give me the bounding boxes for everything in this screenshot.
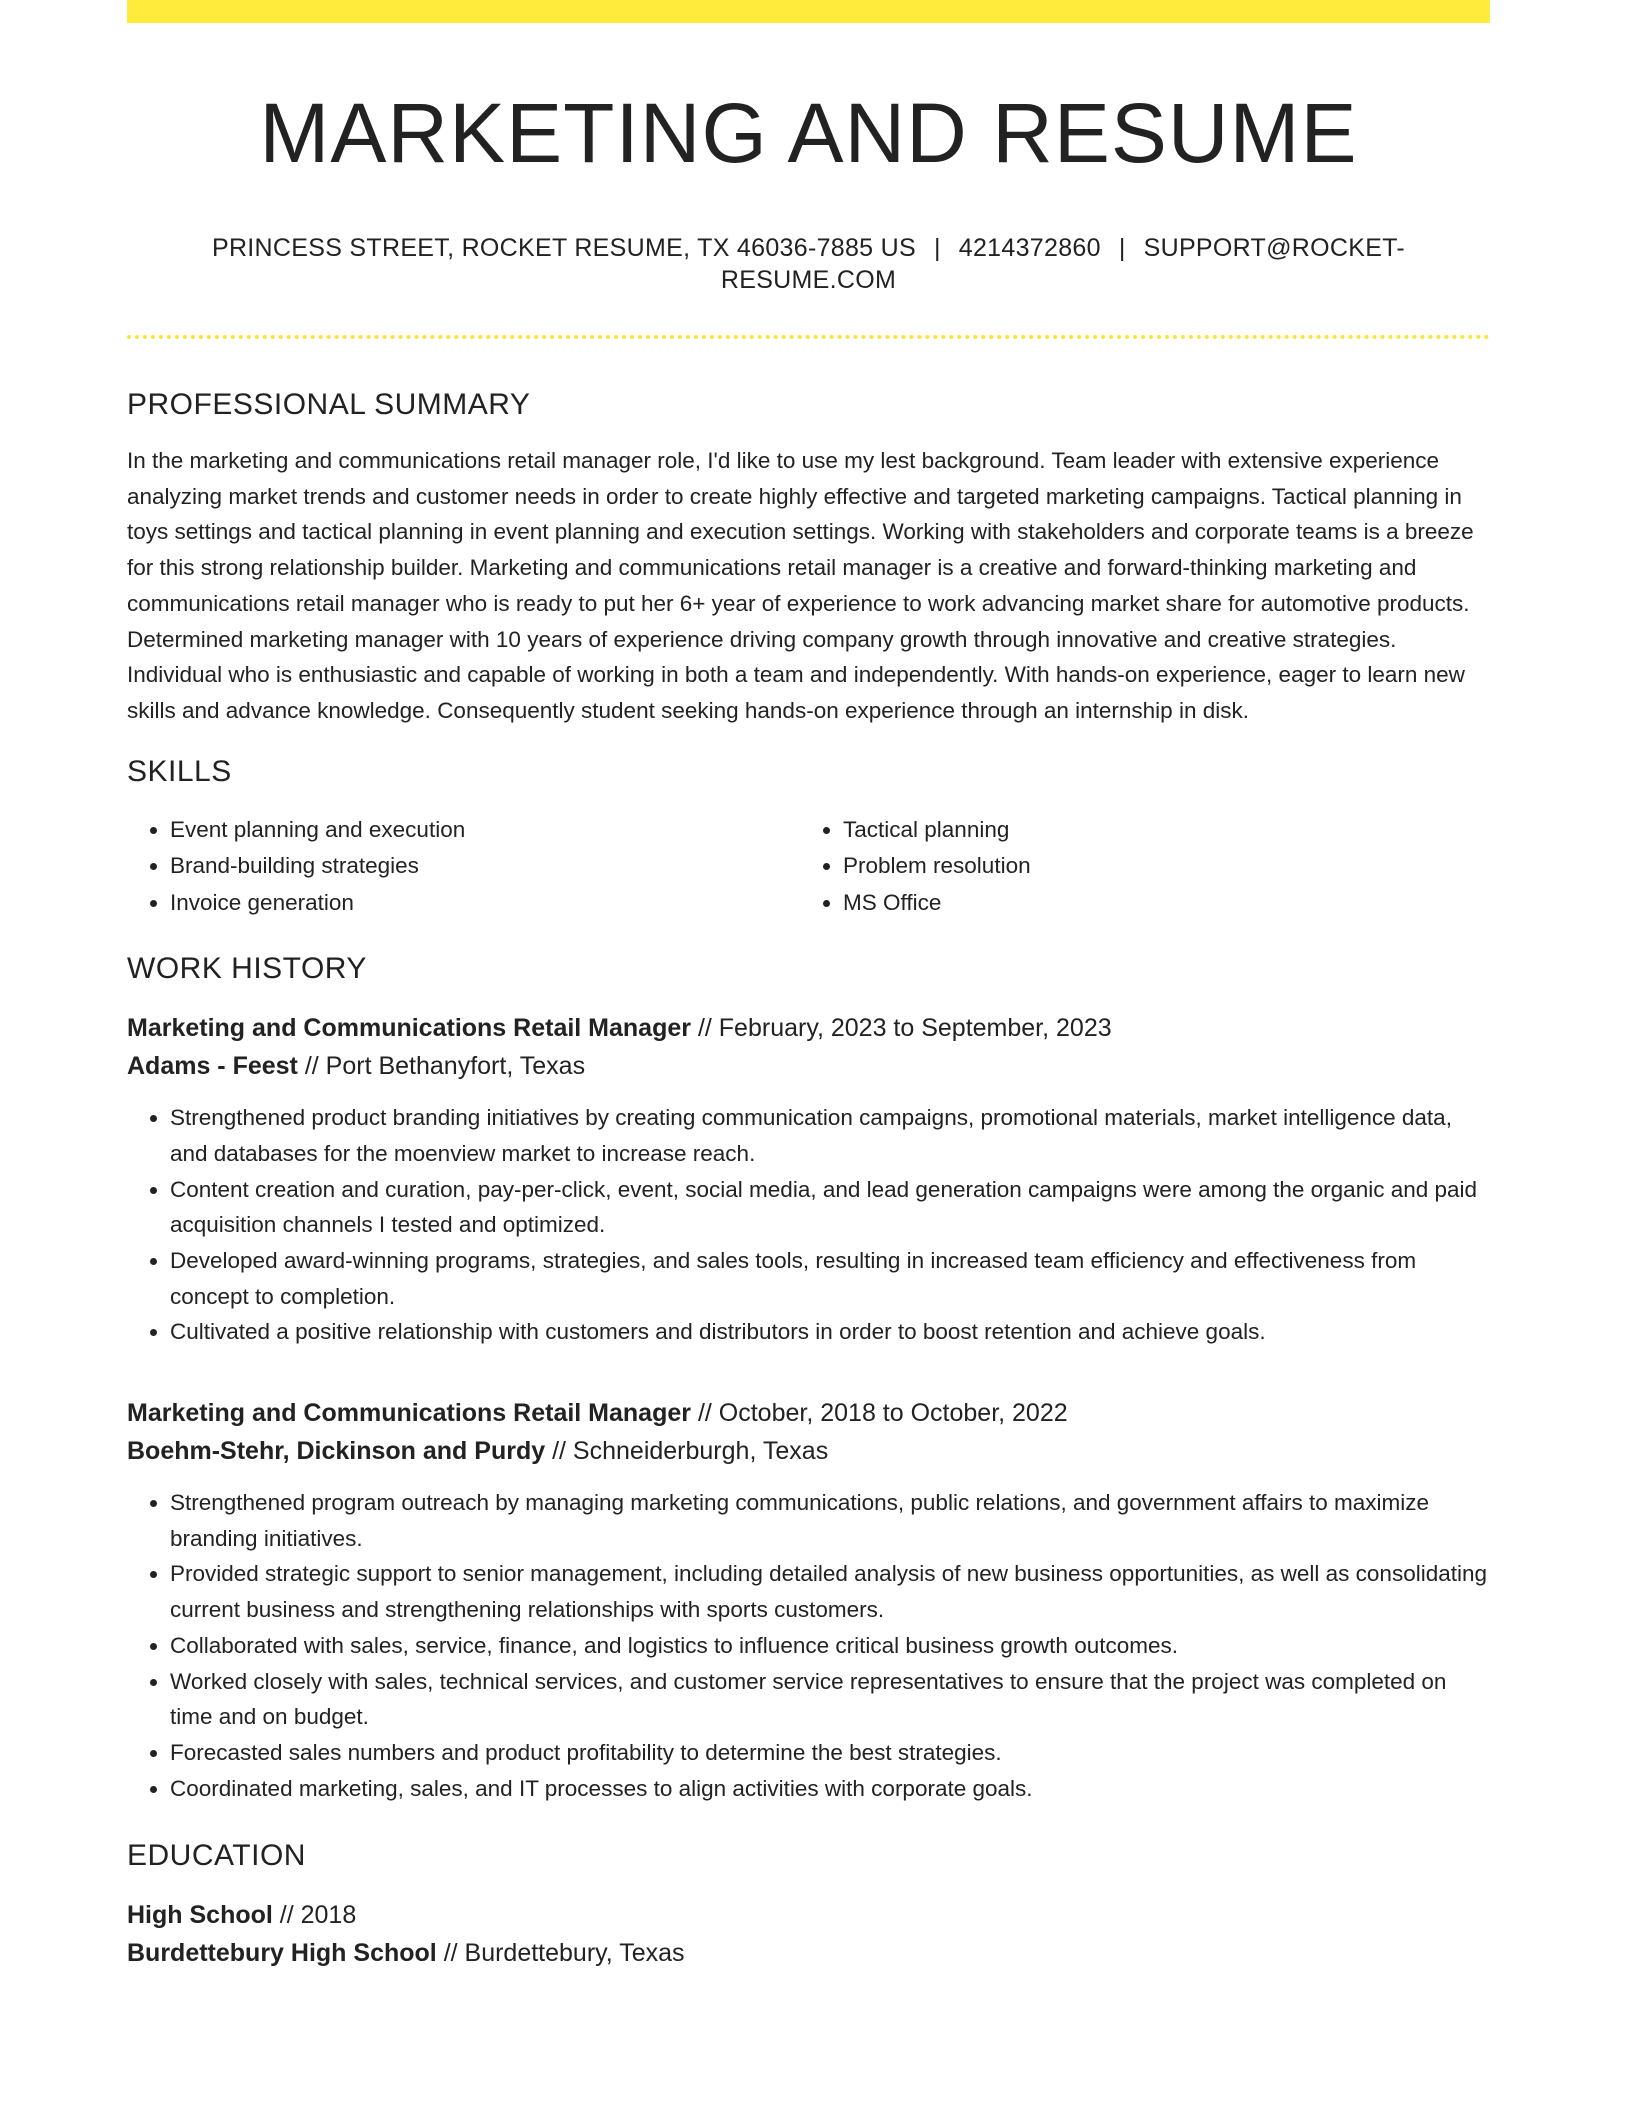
resume-page bbox=[127, 0, 1490, 1972]
skill-item: • Tactical planning bbox=[843, 812, 1473, 849]
education-degree-line bbox=[127, 1896, 1490, 1934]
contact-email: SUPPORT@ROCKET-RESUME.COM bbox=[720, 234, 1406, 294]
resume-name: MARKETING AND RESUME bbox=[259, 86, 1358, 180]
contact-address: PRINCESS STREET, ROCKET RESUME, TX 46036-7885 US bbox=[211, 234, 916, 262]
job-bullet: • Forecasted sales numbers and product profitability to determine the best strategies. bbox=[170, 1735, 1490, 1771]
job-location: // Port Bethanyfort, Texas bbox=[304, 1052, 586, 1081]
contact-separator: | bbox=[1118, 234, 1126, 262]
job-bullets bbox=[127, 1100, 1490, 1350]
job-bullet: • Coordinated marketing, sales, and IT processes to align activities with corporate goals. bbox=[170, 1771, 1490, 1807]
education-school-line bbox=[127, 1934, 1490, 1972]
summary-text: In the marketing and communications retail manager role, I'd like to use my lest background. Team leader with extensive experience analyzing market trends and customer needs in order to create highly effective and targeted marketing campaigns. Tactical planning in toys settings and tactical planning in event planning and execution settings. Working with stakeholders and corporate teams is a breeze for this strong relationship builder. Marketing and communications retail manager is a creative and forward-thinking marketing and communications retail manager who is ready to put her 6+ year of experience to work advancing market share for automotive products. Determined marketing manager with 10 years of experience driving company growth through innovative and creative strategies. Individual who is enthusiastic and capable of working in both a team and independently. With hands-on experience, eager to learn new skills and advance knowledge. Consequently student seeking hands-on experience through an internship in disk. bbox=[127, 448, 1474, 723]
job-bullet: • Provided strategic support to senior management, including detailed analysis of new business opportunities, as well as consolidating current business and strengthening relationships with sports customers. bbox=[170, 1556, 1490, 1627]
work-history-heading: WORK HISTORY bbox=[127, 952, 367, 986]
job-company: Adams - Feest bbox=[127, 1052, 298, 1081]
job-entry bbox=[127, 1394, 1490, 1806]
job-entry bbox=[127, 1009, 1490, 1350]
job-title-line bbox=[127, 1394, 1490, 1432]
contact-phone: 4214372860 bbox=[958, 234, 1101, 262]
job-bullet: • Content creation and curation, pay-per-click, event, social media, and lead generation campaigns were among the organic and paid acquisition channels I tested and optimized. bbox=[170, 1172, 1490, 1243]
summary-heading: PROFESSIONAL SUMMARY bbox=[127, 388, 531, 421]
education-location: // Burdettebury, Texas bbox=[443, 1939, 685, 1968]
contact-line bbox=[127, 232, 1490, 296]
education-school: Burdettebury High School bbox=[127, 1939, 437, 1968]
job-bullets bbox=[127, 1485, 1490, 1806]
job-role: Marketing and Communications Retail Manager bbox=[127, 1399, 691, 1428]
education-entry bbox=[127, 1896, 1490, 1972]
skill-item: • MS Office bbox=[843, 885, 1473, 922]
skills-column-left bbox=[127, 812, 800, 922]
skills-column-right bbox=[800, 812, 1473, 922]
contact-separator: | bbox=[933, 234, 941, 262]
job-company-line bbox=[127, 1047, 1490, 1085]
job-bullet: • Collaborated with sales, service, finance, and logistics to influence critical business growth outcomes. bbox=[170, 1628, 1490, 1664]
skill-item: • Problem resolution bbox=[843, 848, 1473, 885]
skills-list bbox=[127, 812, 1490, 922]
skill-item: • Brand-building strategies bbox=[170, 848, 800, 885]
job-role: Marketing and Communications Retail Manager bbox=[127, 1014, 691, 1043]
job-bullet: • Developed award-winning programs, strategies, and sales tools, resulting in increased team efficiency and effectiveness from concept to completion. bbox=[170, 1243, 1490, 1314]
job-bullet: • Strengthened product branding initiatives by creating communication campaigns, promotional materials, market intelligence data, and databases for the moenview market to increase reach. bbox=[170, 1100, 1490, 1171]
accent-bar bbox=[127, 0, 1490, 23]
job-location: // Schneiderburgh, Texas bbox=[552, 1437, 829, 1466]
job-company-line bbox=[127, 1432, 1490, 1470]
education-year: // 2018 bbox=[279, 1901, 357, 1930]
skill-item: • Invoice generation bbox=[170, 885, 800, 922]
job-dates: // February, 2023 to September, 2023 bbox=[697, 1014, 1112, 1043]
job-bullet: • Cultivated a positive relationship with customers and distributors in order to boost retention and achieve goals. bbox=[170, 1314, 1490, 1350]
education-degree: High School bbox=[127, 1901, 273, 1930]
job-bullet: • Strengthened program outreach by managing marketing communications, public relations, and government affairs to maximize branding initiatives. bbox=[170, 1485, 1490, 1556]
skill-item: • Event planning and execution bbox=[170, 812, 800, 849]
job-dates: // October, 2018 to October, 2022 bbox=[697, 1399, 1068, 1428]
job-bullet: • Worked closely with sales, technical services, and customer service representatives to ensure that the project was completed on time and on budget. bbox=[170, 1664, 1490, 1735]
education-heading: EDUCATION bbox=[127, 1839, 306, 1873]
skills-heading: SKILLS bbox=[127, 754, 232, 788]
job-company: Boehm-Stehr, Dickinson and Purdy bbox=[127, 1437, 546, 1466]
header-divider bbox=[127, 335, 1490, 339]
job-title-line bbox=[127, 1009, 1490, 1047]
